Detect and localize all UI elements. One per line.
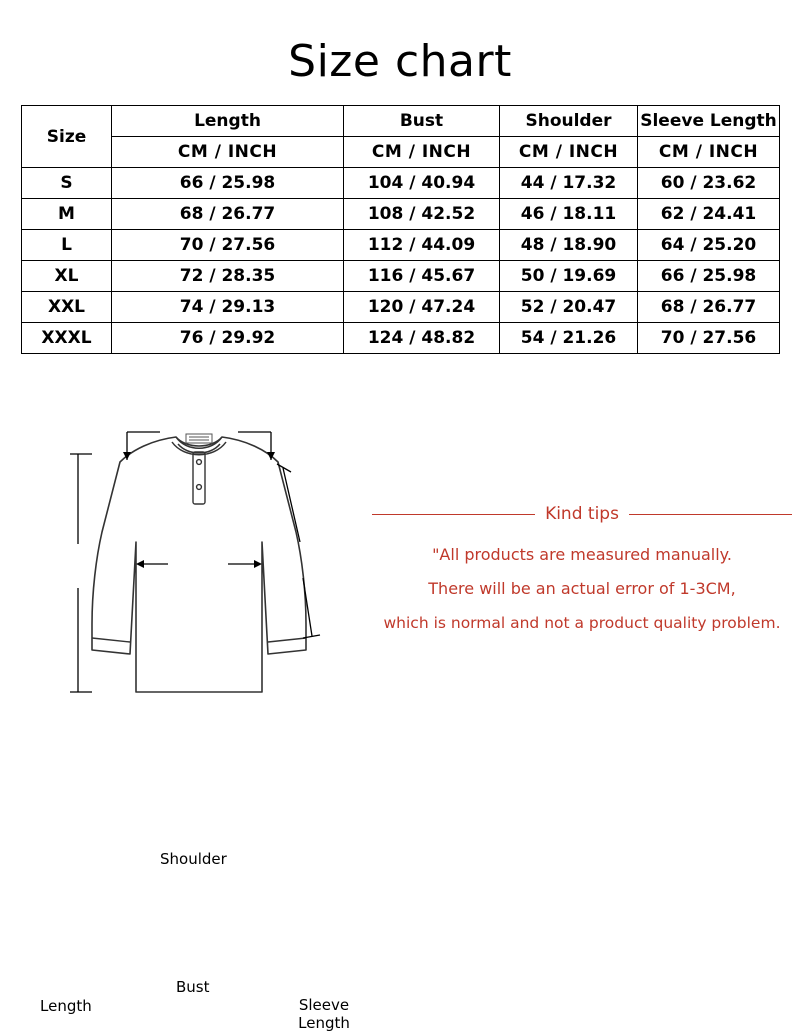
- cell-size: S: [22, 168, 112, 199]
- kind-tips-title: Kind tips: [545, 504, 619, 524]
- cell-bust: 112 / 44.09: [344, 230, 500, 261]
- kind-tips-line-2: There will be an actual error of 1-3CM,: [428, 579, 736, 598]
- table-row: [22, 261, 780, 292]
- table-row: [22, 168, 780, 199]
- unit-bust: CM / INCH: [344, 137, 500, 168]
- cell-length: 72 / 28.35: [112, 261, 344, 292]
- unit-shoulder: CM / INCH: [500, 137, 638, 168]
- cell-sleeve: 62 / 24.41: [638, 199, 780, 230]
- size-chart-table-container: [21, 105, 779, 354]
- cell-shoulder: 50 / 19.69: [500, 261, 638, 292]
- cell-shoulder: 54 / 21.26: [500, 323, 638, 354]
- cell-length: 70 / 27.56: [112, 230, 344, 261]
- table-row: [22, 230, 780, 261]
- cell-length: 66 / 25.98: [112, 168, 344, 199]
- cell-shoulder: 44 / 17.32: [500, 168, 638, 199]
- kind-tips-line-3: which is normal and not a product quality problem.: [383, 614, 781, 632]
- header-bust: Bust: [344, 106, 500, 137]
- size-chart-table: [21, 105, 780, 354]
- cell-size: XL: [22, 261, 112, 292]
- cell-size: XXL: [22, 292, 112, 323]
- cell-size: XXXL: [22, 323, 112, 354]
- page-title: Size chart: [288, 36, 512, 87]
- cell-bust: 124 / 48.82: [344, 323, 500, 354]
- cell-sleeve: 66 / 25.98: [638, 261, 780, 292]
- cell-shoulder: 52 / 20.47: [500, 292, 638, 323]
- cell-size: L: [22, 230, 112, 261]
- cell-bust: 104 / 40.94: [344, 168, 500, 199]
- kind-tips-line-1: "All products are measured manually.: [432, 545, 732, 564]
- tips-rule-right: [629, 514, 792, 515]
- table-row: [22, 199, 780, 230]
- header-length: Length: [112, 106, 344, 137]
- kind-tips-title-row: [372, 504, 792, 524]
- tips-rule-left: [372, 514, 535, 515]
- header-shoulder: Shoulder: [500, 106, 638, 137]
- table-unit-row: [22, 137, 780, 168]
- diagram-label-length: Length: [40, 997, 92, 1015]
- garment-diagram: [0, 392, 390, 752]
- cell-sleeve: 60 / 23.62: [638, 168, 780, 199]
- cell-shoulder: 48 / 18.90: [500, 230, 638, 261]
- diagram-label-sleeve-length: [293, 996, 355, 1032]
- diagram-label-shoulder: Shoulder: [160, 850, 227, 868]
- cell-shoulder: 46 / 18.11: [500, 199, 638, 230]
- header-size: Size: [22, 106, 112, 168]
- cell-sleeve: 70 / 27.56: [638, 323, 780, 354]
- header-sleeve-length: Sleeve Length: [638, 106, 780, 137]
- diagram-label-sleeve-line2: Length: [298, 1014, 350, 1032]
- table-row: [22, 323, 780, 354]
- kind-tips-block: [372, 504, 792, 640]
- cell-bust: 120 / 47.24: [344, 292, 500, 323]
- cell-length: 74 / 29.13: [112, 292, 344, 323]
- cell-bust: 116 / 45.67: [344, 261, 500, 292]
- diagram-label-bust: Bust: [176, 978, 210, 996]
- cell-bust: 108 / 42.52: [344, 199, 500, 230]
- cell-size: M: [22, 199, 112, 230]
- table-header-row: [22, 106, 780, 137]
- unit-sleeve: CM / INCH: [638, 137, 780, 168]
- measurement-guide-section: [0, 392, 800, 1032]
- cell-length: 68 / 26.77: [112, 199, 344, 230]
- cell-sleeve: 64 / 25.20: [638, 230, 780, 261]
- table-row: [22, 292, 780, 323]
- cell-length: 76 / 29.92: [112, 323, 344, 354]
- unit-length: CM / INCH: [112, 137, 344, 168]
- diagram-label-sleeve-line1: Sleeve: [298, 996, 350, 1014]
- cell-sleeve: 68 / 26.77: [638, 292, 780, 323]
